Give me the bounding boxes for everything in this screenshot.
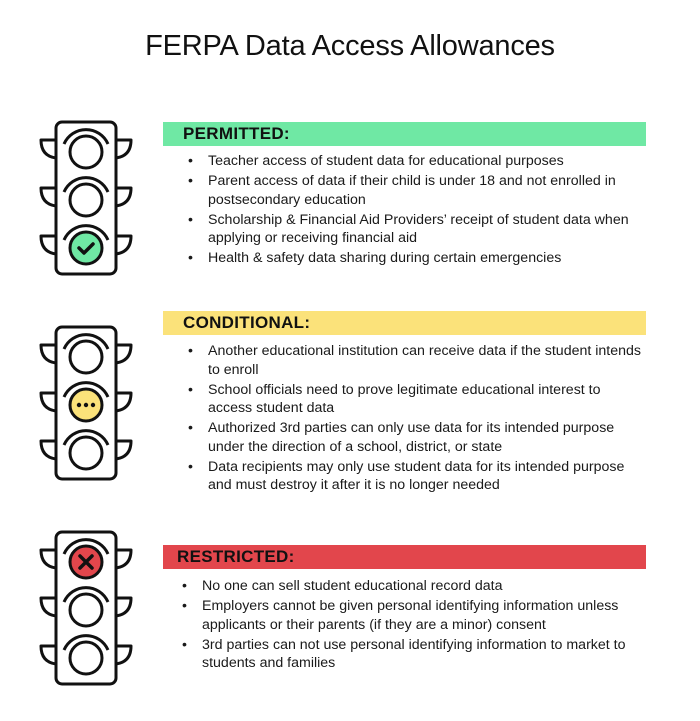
item-text: School officials need to prove legitimate educational interest to access student data	[208, 381, 601, 416]
item-text: Teacher access of student data for educational purposes	[208, 153, 564, 169]
page-title: FERPA Data Access Allowances	[145, 30, 555, 62]
status-bar-restricted	[163, 545, 646, 569]
bullet: •	[182, 578, 187, 594]
bullet: •	[188, 173, 193, 189]
item-text: No one can sell student educational record data	[202, 578, 503, 594]
traffic-light-conditional	[38, 325, 134, 481]
status-bar-conditional	[163, 311, 646, 335]
ellipsis-icon	[77, 403, 95, 407]
conditional-list	[188, 342, 648, 496]
list-item	[188, 172, 648, 209]
bullet: •	[182, 636, 187, 653]
bullet: •	[188, 153, 193, 169]
bullet: •	[188, 211, 193, 228]
list-item	[182, 577, 642, 596]
item-text: Employers cannot be given personal identifying information unless applicants or their parents (if they are a minor) consent	[202, 598, 619, 633]
list-item	[188, 381, 648, 418]
list-item	[188, 249, 648, 268]
status-label: RESTRICTED:	[177, 547, 295, 566]
list-item	[188, 342, 648, 379]
list-item	[182, 636, 642, 673]
list-item	[188, 152, 648, 171]
item-text: Authorized 3rd parties can only use data for its intended purpose under the direction of a school, district, or state	[208, 420, 615, 455]
item-text: Data recipients may only use student data for its intended purpose and must destroy it after it is no longer needed	[208, 458, 625, 493]
status-label: PERMITTED:	[183, 124, 290, 143]
traffic-light-permitted	[38, 120, 134, 276]
bullet: •	[188, 250, 193, 266]
traffic-light-restricted	[38, 530, 134, 686]
status-bar-permitted	[163, 122, 646, 146]
list-item	[188, 458, 648, 495]
item-text: Another educational institution can receive data if the student intends to enroll	[208, 343, 642, 378]
item-text: Health & safety data sharing during certain emergencies	[208, 250, 562, 266]
restricted-list	[182, 577, 642, 674]
green-light	[70, 232, 102, 264]
list-item	[182, 597, 642, 634]
bullet: •	[188, 381, 193, 398]
item-text: Parent access of data if their child is under 18 and not enrolled in postsecondary education	[208, 173, 616, 208]
status-label: CONDITIONAL:	[183, 313, 311, 332]
bullet: •	[188, 420, 193, 436]
item-text: 3rd parties can not use personal identifying information to market to students and families	[202, 636, 626, 671]
permitted-list	[188, 152, 648, 269]
bullet: •	[188, 458, 193, 475]
bullet: •	[188, 343, 193, 359]
list-item	[188, 211, 648, 248]
bullet: •	[182, 598, 187, 614]
list-item	[188, 419, 648, 456]
item-text: Scholarship & Financial Aid Providers’ receipt of student data when applying or receiving financial aid	[208, 211, 629, 246]
